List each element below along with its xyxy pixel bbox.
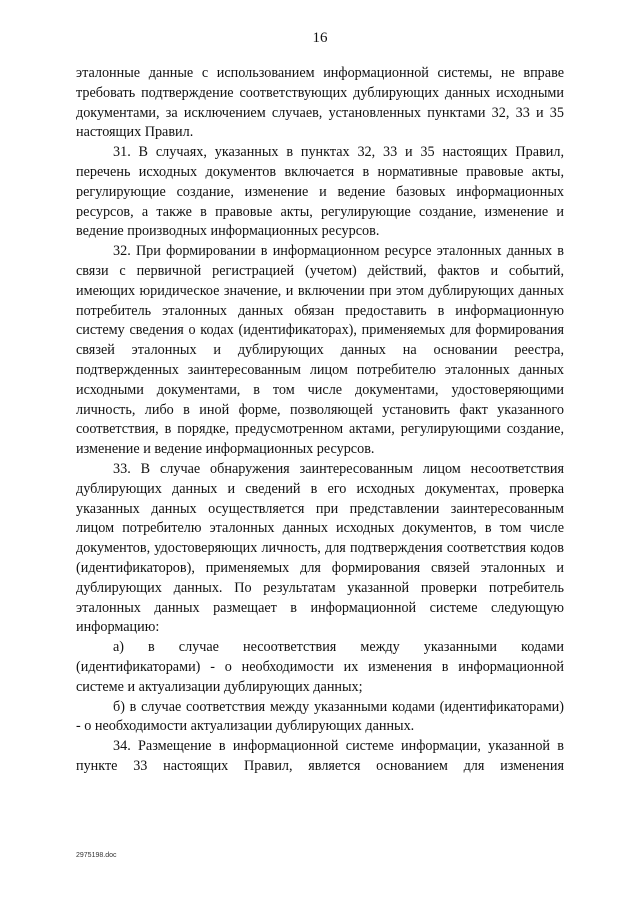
paragraph-32: 32. При формировании в информационном ресурсе эталонных данных в связи с первичной регистрацией (учетом) действий, фактов и событий, имеющих юридическое значение, и включении при этом дублирующих данных потребитель эталонных данных обязан предоставить в информационную систему сведения о кодах (идентификаторах), применяемых для формирования связей эталонных и дублирующих данных на основании реестра, подтвержденных заинтересованным лицом потребителю эталонных данных исходными документами, в том числе документами, удостоверяющими личность, либо в иной форме, позволяющей установить факт указанного соответствия, в порядке, предусмотренном актами, регулирующими создание, изменение и ведение информационных ресурсов. [76,243,564,458]
document-footer-filename: 2975198.doc [76,852,117,859]
paragraph-31: 31. В случаях, указанных в пунктах 32, 33 и 35 настоящих Правил, перечень исходных документов включается в нормативные правовые акты, регулирующие создание, изменение и ведение базовых информационных ресурсов, а также в правовые акты, регулирующие создание, изменение и ведение производных информационных ресурсов. [76,144,564,240]
paragraph-33-a: а) в случае несоответствия между указанными кодами (идентификаторами) - о необходимости их изменения в информационной системе и актуализации дублирующих данных; [76,639,564,695]
page-number: 16 [312,30,328,46]
paragraph-33: 33. В случае обнаружения заинтересованным лицом несоответствия дублирующих данных и сведений в его исходных документах, проверка указанных данных осуществляется при представлении заинтересованным лицом потребителю эталонных данных исходных документов, в том числе документов, удостоверяющих личность, для подтверждения соответствия кодов (идентификаторов), применяемых для формирования связей эталонных и дублирующих данных. По результатам указанной проверки потребитель эталонных данных размещает в информационной системе следующую информацию: [76,460,564,636]
paragraph-34: 34. Размещение в информационной системе информации, указанной в пункте 33 настоящих Правил, является основанием для изменения [76,738,564,774]
document-body [76,64,564,777]
paragraph-33-b: б) в случае соответствия между указанными кодами (идентификаторами) - о необходимости актуализации дублирующих данных. [76,698,564,735]
paragraph-continuation: эталонные данные с использованием информационной системы, не вправе требовать подтверждение соответствующих дублирующих данных исходными документами, за исключением случаев, установленных пунктами 32, 33 и 35 настоящих Правил. [76,65,564,141]
